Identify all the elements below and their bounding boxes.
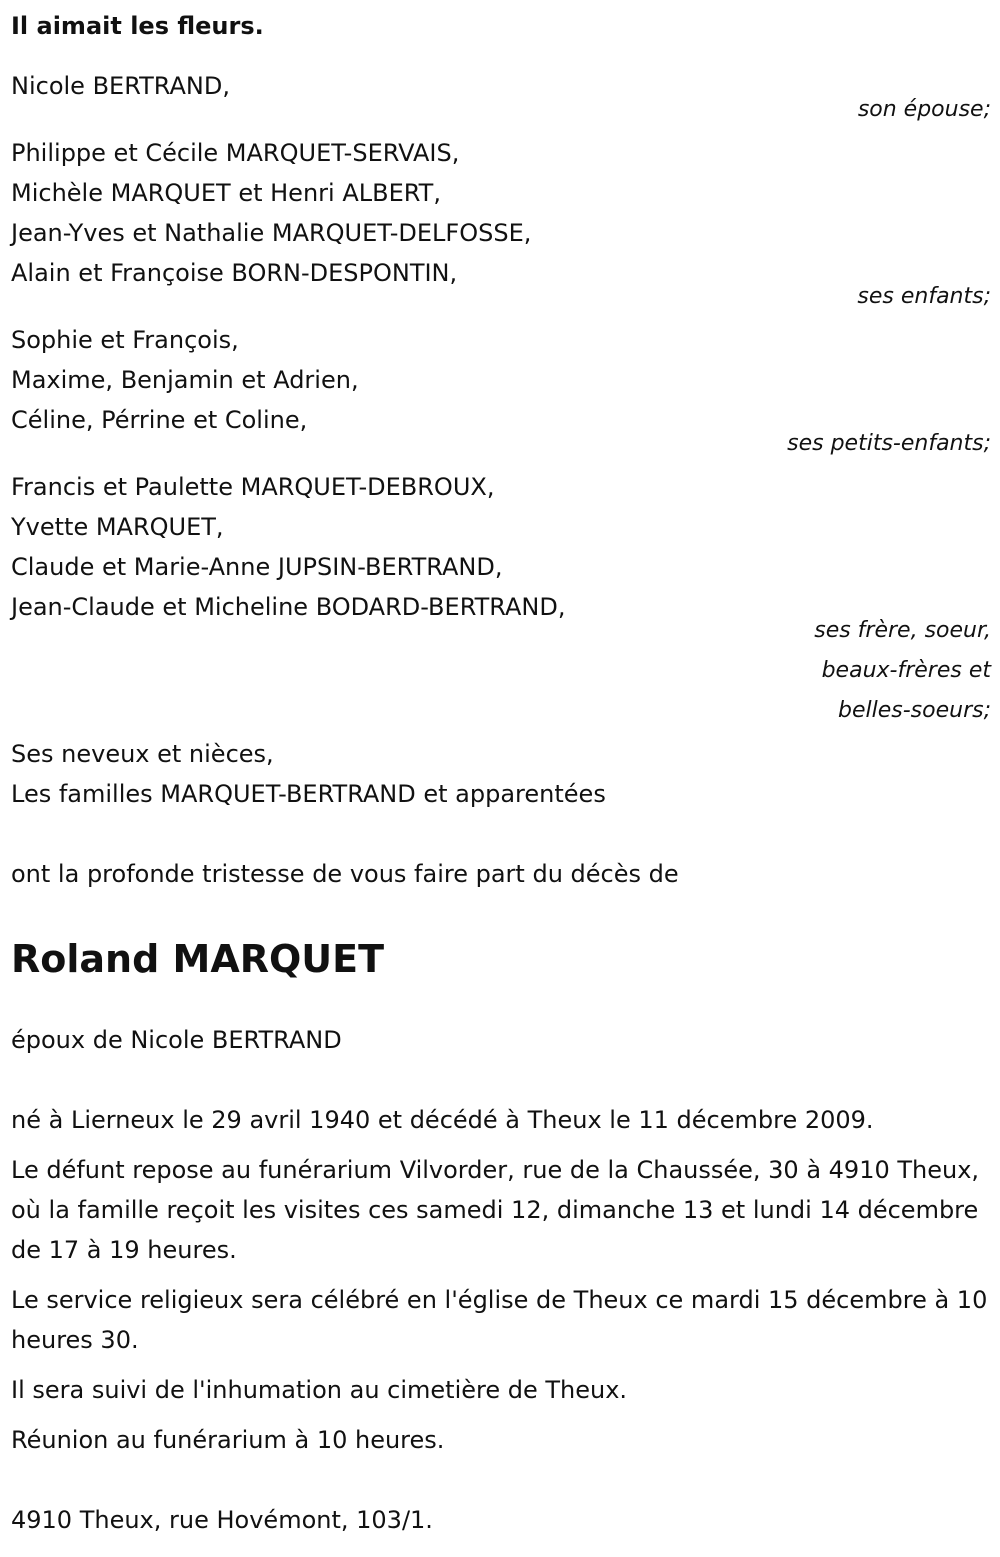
family-name-line: Philippe et Cécile MARQUET-SERVAIS, [11,139,460,167]
family-group-siblings [11,467,991,731]
family-role: ses frère, soeur, [814,618,991,643]
family-name-line: Sophie et François, [11,326,239,354]
detail-paragraph: Réunion au funérarium à 10 heures. [11,1426,445,1454]
family-name-line: Yvette MARQUET, [11,513,224,541]
family-name-line: Claude et Marie-Anne JUPSIN-BERTRAND, [11,553,503,581]
address-line: 4910 Theux, rue Hovémont, 103/1. [11,1506,433,1534]
family-name-line: Céline, Pérrine et Coline, [11,406,308,434]
family-name-line: Francis et Paulette MARQUET-DEBROUX, [11,473,495,501]
other-relatives-line: Les familles MARQUET-BERTRAND et apparentées [11,780,606,808]
other-relatives-line: Ses neveux et nièces, [11,740,274,768]
family-name-line: Jean-Claude et Micheline BODARD-BERTRAND, [11,593,566,621]
deceased-name: Roland MARQUET [11,937,385,981]
family-name-line: Nicole BERTRAND, [11,72,230,100]
family-name-line: Michèle MARQUET et Henri ALBERT, [11,179,441,207]
family-group-children [11,133,991,317]
detail-paragraph: Il sera suivi de l'inhumation au cimetière de Theux. [11,1376,628,1404]
family-role: ses petits-enfants; [787,431,991,456]
other-relatives [11,734,991,814]
family-group-spouse [11,66,991,130]
family-name-line: Jean-Yves et Nathalie MARQUET-DELFOSSE, [11,219,532,247]
family-role: ses enfants; [857,284,991,309]
detail-paragraph: Le défunt repose au funérarium Vilvorder, rue de la Chaussée, 30 à 4910 Theux, où la famille reçoit les visites ces samedi 12, dimanche 13 et lundi 14 décembre de 17 à 19 heures. [11,1156,980,1264]
family-name-line: Alain et Françoise BORN-DESPONTIN, [11,259,458,287]
birth-death-line: né à Lierneux le 29 avril 1940 et décédé à Theux le 11 décembre 2009. [11,1106,874,1134]
family-name-line: Maxime, Benjamin et Adrien, [11,366,359,394]
family-role: beaux-frères et [821,658,991,683]
intro-line: Il aimait les fleurs. [11,12,264,40]
family-role: belles-soeurs; [838,698,991,723]
spouse-line: époux de Nicole BERTRAND [11,1026,342,1054]
detail-paragraph: Le service religieux sera célébré en l'église de Theux ce mardi 15 décembre à 10 heures 30. [11,1286,988,1354]
family-role: son épouse; [857,97,991,122]
obituary-notice [11,0,991,1540]
announcement-line: ont la profonde tristesse de vous faire part du décès de [11,860,679,888]
family-group-grandchildren [11,320,991,464]
